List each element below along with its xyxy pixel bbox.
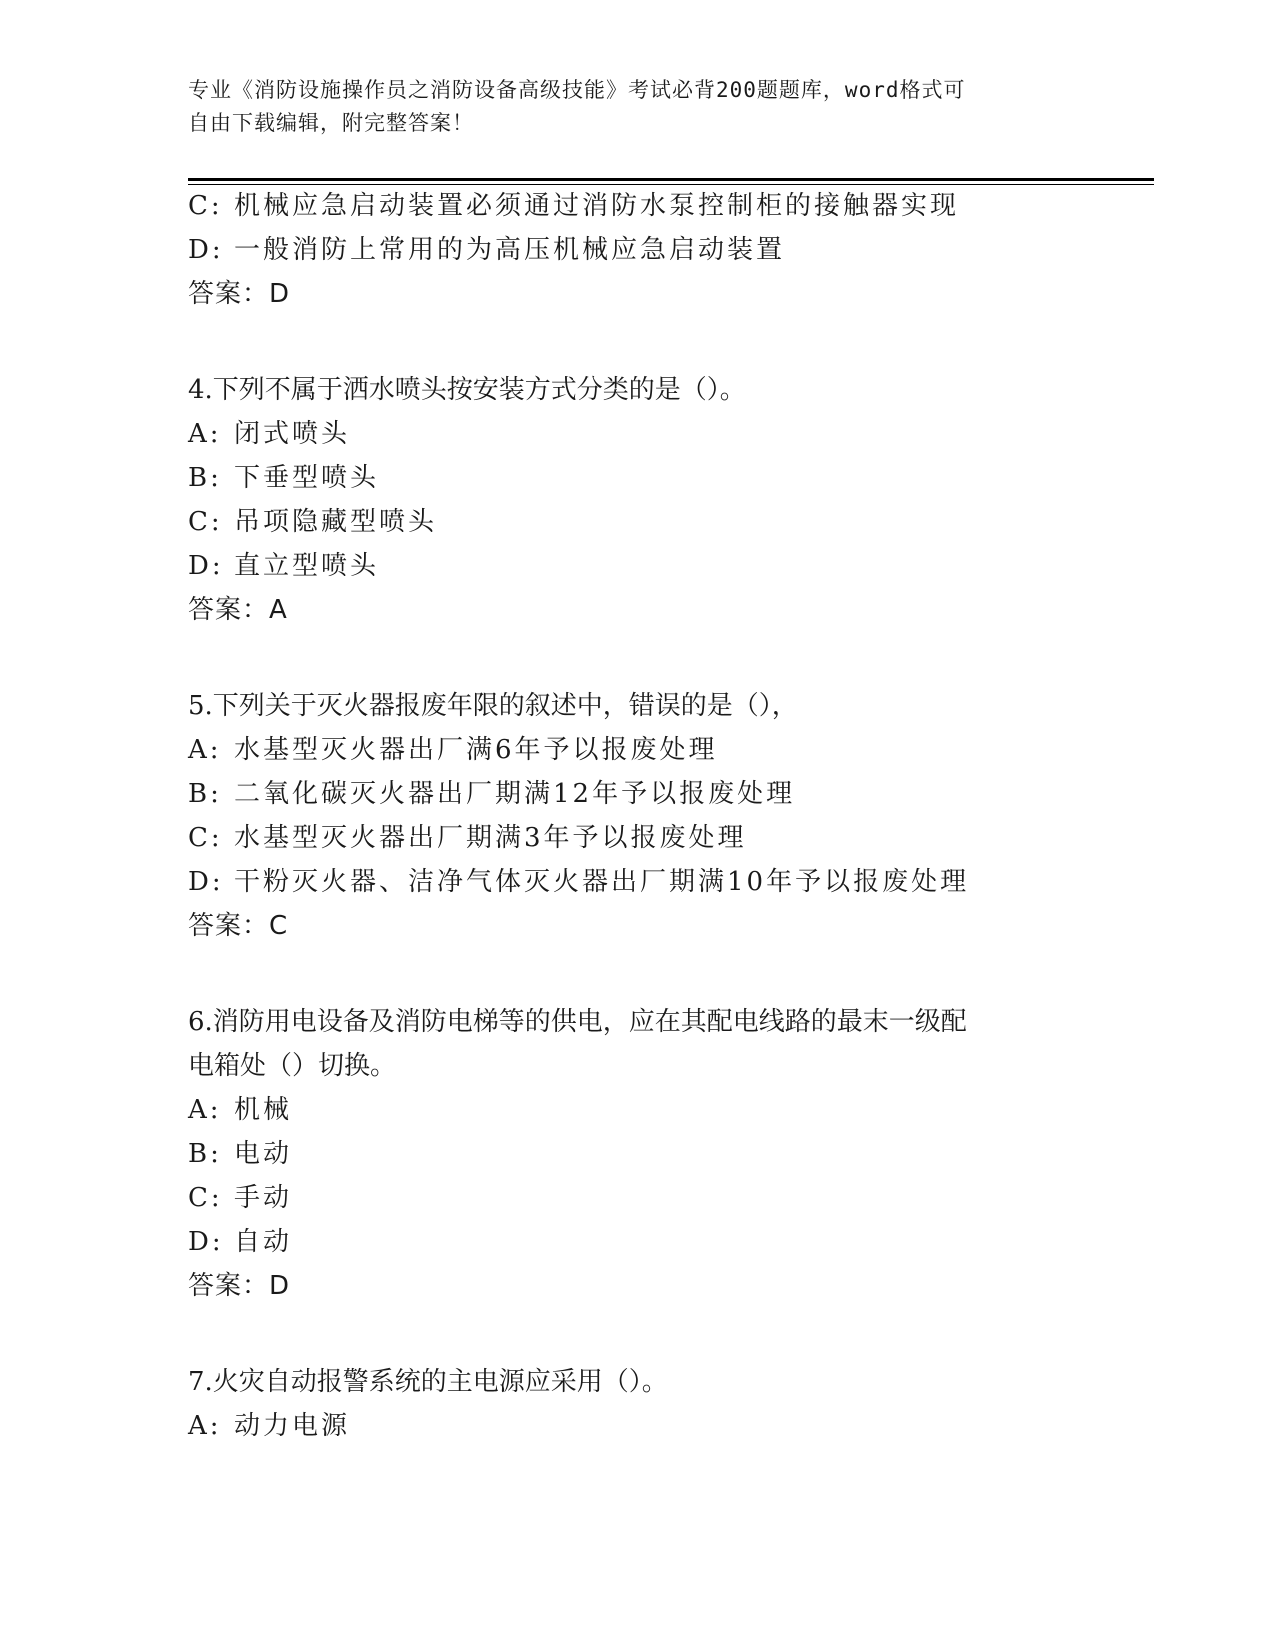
header-rule-thin	[188, 184, 1154, 185]
answer-line: 答案：D	[188, 1271, 291, 1301]
option-key: A:	[188, 1095, 222, 1125]
option-row	[188, 462, 379, 494]
option-row	[188, 822, 747, 854]
option-text: 干粉灭火器、洁净气体灭火器出厂期满10年予以报废处理	[234, 867, 970, 897]
option-row	[188, 1410, 350, 1442]
question-stem: 5.下列关于灭火器报废年限的叙述中，错误的是（），	[188, 691, 798, 721]
option-key: A:	[188, 419, 222, 449]
option-text: 下垂型喷头	[234, 463, 380, 493]
option-row	[188, 866, 969, 898]
option-key: C:	[188, 1183, 223, 1213]
option-text: 自动	[234, 1227, 293, 1257]
option-text: 水基型灭火器出厂满6年予以报废处理	[234, 735, 718, 765]
question-stem: 7.火灾自动报警系统的主电源应采用（）。	[188, 1367, 668, 1397]
option-text: 电动	[234, 1139, 293, 1169]
option-row	[188, 418, 350, 450]
option-text: 二氧化碳灭火器出厂期满12年予以报废处理	[234, 779, 796, 809]
answer-line: 答案：C	[188, 911, 289, 941]
option-text: 吊项隐藏型喷头	[234, 507, 438, 537]
option-text: 直立型喷头	[234, 551, 380, 581]
answer-line: 答案：A	[188, 595, 288, 625]
option-key: C:	[188, 823, 223, 853]
option-row	[188, 778, 795, 810]
option-key: B:	[188, 463, 222, 493]
question-stem: 4.下列不属于洒水喷头按安装方式分类的是（）。	[188, 375, 746, 405]
option-text: 机械应急启动装置必须通过消防水泵控制柜的接触器实现	[234, 191, 960, 221]
option-key: B:	[188, 1139, 222, 1169]
option-text: 手动	[234, 1183, 293, 1213]
option-row	[188, 234, 785, 266]
option-key: D:	[188, 235, 224, 265]
question-stem: 6.消防用电设备及消防电梯等的供电，应在其配电线路的最末一级配	[188, 1007, 967, 1037]
option-key: C:	[188, 191, 223, 221]
option-text: 一般消防上常用的为高压机械应急启动装置	[234, 235, 786, 265]
header-line-1: 专业《消防设施操作员之消防设备高级技能》考试必背200题题库，word格式可	[188, 78, 966, 102]
option-text: 动力电源	[234, 1411, 351, 1441]
option-key: D:	[188, 867, 224, 897]
header-line-2: 自由下载编辑，附完整答案！	[188, 111, 474, 135]
option-row	[188, 734, 718, 766]
option-row	[188, 1182, 292, 1214]
option-key: A:	[188, 1411, 222, 1441]
option-row	[188, 1094, 292, 1126]
header-rule-thick	[188, 178, 1154, 181]
document-header	[188, 74, 1068, 140]
answer-line: 答案：D	[188, 279, 291, 309]
option-key: D:	[188, 1227, 224, 1257]
option-key: B:	[188, 779, 222, 809]
option-row	[188, 506, 437, 538]
option-key: D:	[188, 551, 224, 581]
option-text: 机械	[234, 1095, 293, 1125]
option-text: 水基型灭火器出厂期满3年予以报废处理	[234, 823, 747, 853]
option-row	[188, 1226, 292, 1258]
option-row	[188, 190, 959, 222]
option-key: C:	[188, 507, 223, 537]
option-text: 闭式喷头	[234, 419, 351, 449]
question-stem-continued: 电箱处（）切换。	[188, 1051, 397, 1081]
option-row	[188, 1138, 292, 1170]
option-row	[188, 550, 379, 582]
option-key: A:	[188, 735, 222, 765]
